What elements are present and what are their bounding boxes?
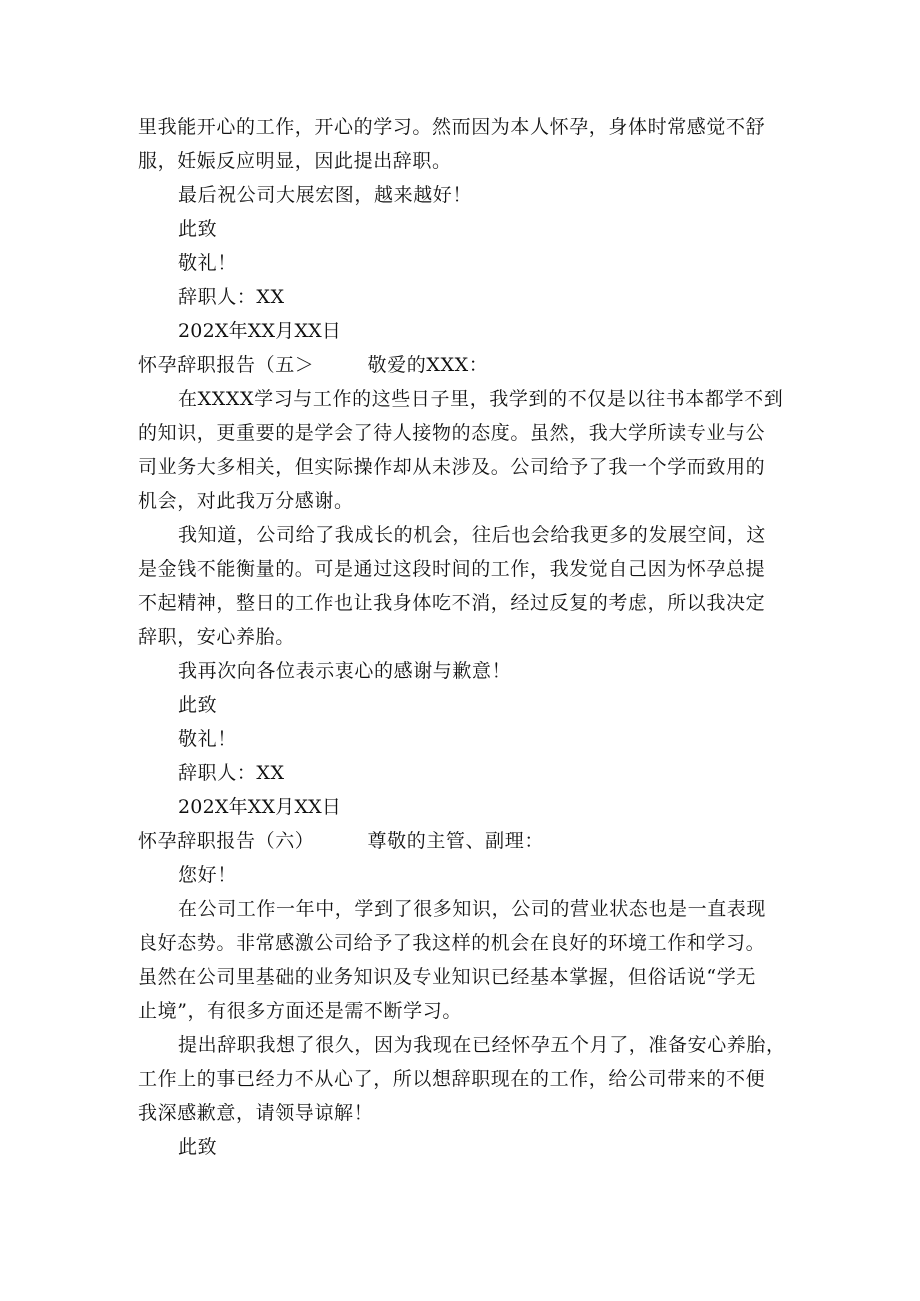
date-line: 202X年XX月XX日 — [178, 320, 342, 342]
date-line: 202X年XX月XX日 — [178, 796, 342, 818]
text-line: 提出辞职我想了很久，因为我现在已经怀孕五个月了，准备安心养胎， — [178, 1034, 786, 1056]
text-line: 司业务大多相关，但实际操作却从未涉及。公司给予了我一个学而致用的 — [138, 456, 766, 478]
document-body — [138, 110, 788, 1164]
text-line: 服，妊娠反应明显，因此提出辞职。 — [138, 150, 452, 172]
text-line: 我深感歉意，请领导谅解！ — [138, 1102, 374, 1124]
text-line: 辞职，安心养胎。 — [138, 626, 295, 648]
closing-line: 此致 — [178, 694, 218, 716]
signature-line: 辞职人：XX — [178, 286, 285, 308]
section-heading: 怀孕辞职报告（六） 尊敬的主管、副理： — [138, 830, 544, 852]
signature-line: 辞职人：XX — [178, 762, 285, 784]
text-line: 不起精神，整日的工作也让我身体吃不消，经过反复的考虑，所以我决定 — [138, 592, 766, 614]
text-line: 是金钱不能衡量的。可是通过这段时间的工作，我发觉自己因为怀孕总提 — [138, 558, 766, 580]
text-line: 在公司工作一年中，学到了很多知识，公司的营业状态也是一直表现 — [178, 898, 767, 920]
text-line: 止境”，有很多方面还是需不断学习。 — [138, 1000, 462, 1022]
salutation-line: 敬礼！ — [178, 252, 237, 274]
text-line: 里我能开心的工作，开心的学习。然而因为本人怀孕，身体时常感觉不舒 — [138, 116, 766, 138]
text-line: 的知识，更重要的是学会了待人接物的态度。虽然，我大学所读专业与公 — [138, 422, 766, 444]
closing-line: 此致 — [178, 1136, 218, 1158]
text-line: 在XXXX学习与工作的这些日子里，我学到的不仅是以往书本都学不到 — [178, 388, 784, 410]
closing-line: 此致 — [178, 218, 218, 240]
text-line: 我知道，公司给了我成长的机会，往后也会给我更多的发展空间，这 — [178, 524, 767, 546]
text-line: 虽然在公司里基础的业务知识及专业知识已经基本掌握，但俗话说“学无 — [138, 966, 756, 988]
text-line: 我再次向各位表示衷心的感谢与歉意！ — [178, 660, 512, 682]
text-line: 机会，对此我万分感谢。 — [138, 490, 354, 512]
section-heading: 怀孕辞职报告（五＞ 敬爱的XXX： — [138, 354, 489, 376]
greeting-line: 您好！ — [178, 864, 237, 886]
text-line: 最后祝公司大展宏图，越来越好！ — [178, 184, 473, 206]
text-line: 良好态势。非常感激公司给予了我这样的机会在良好的环境工作和学习。 — [138, 932, 766, 954]
text-line: 工作上的事已经力不从心了，所以想辞职现在的工作，给公司带来的不便 — [138, 1068, 766, 1090]
salutation-line: 敬礼！ — [178, 728, 237, 750]
